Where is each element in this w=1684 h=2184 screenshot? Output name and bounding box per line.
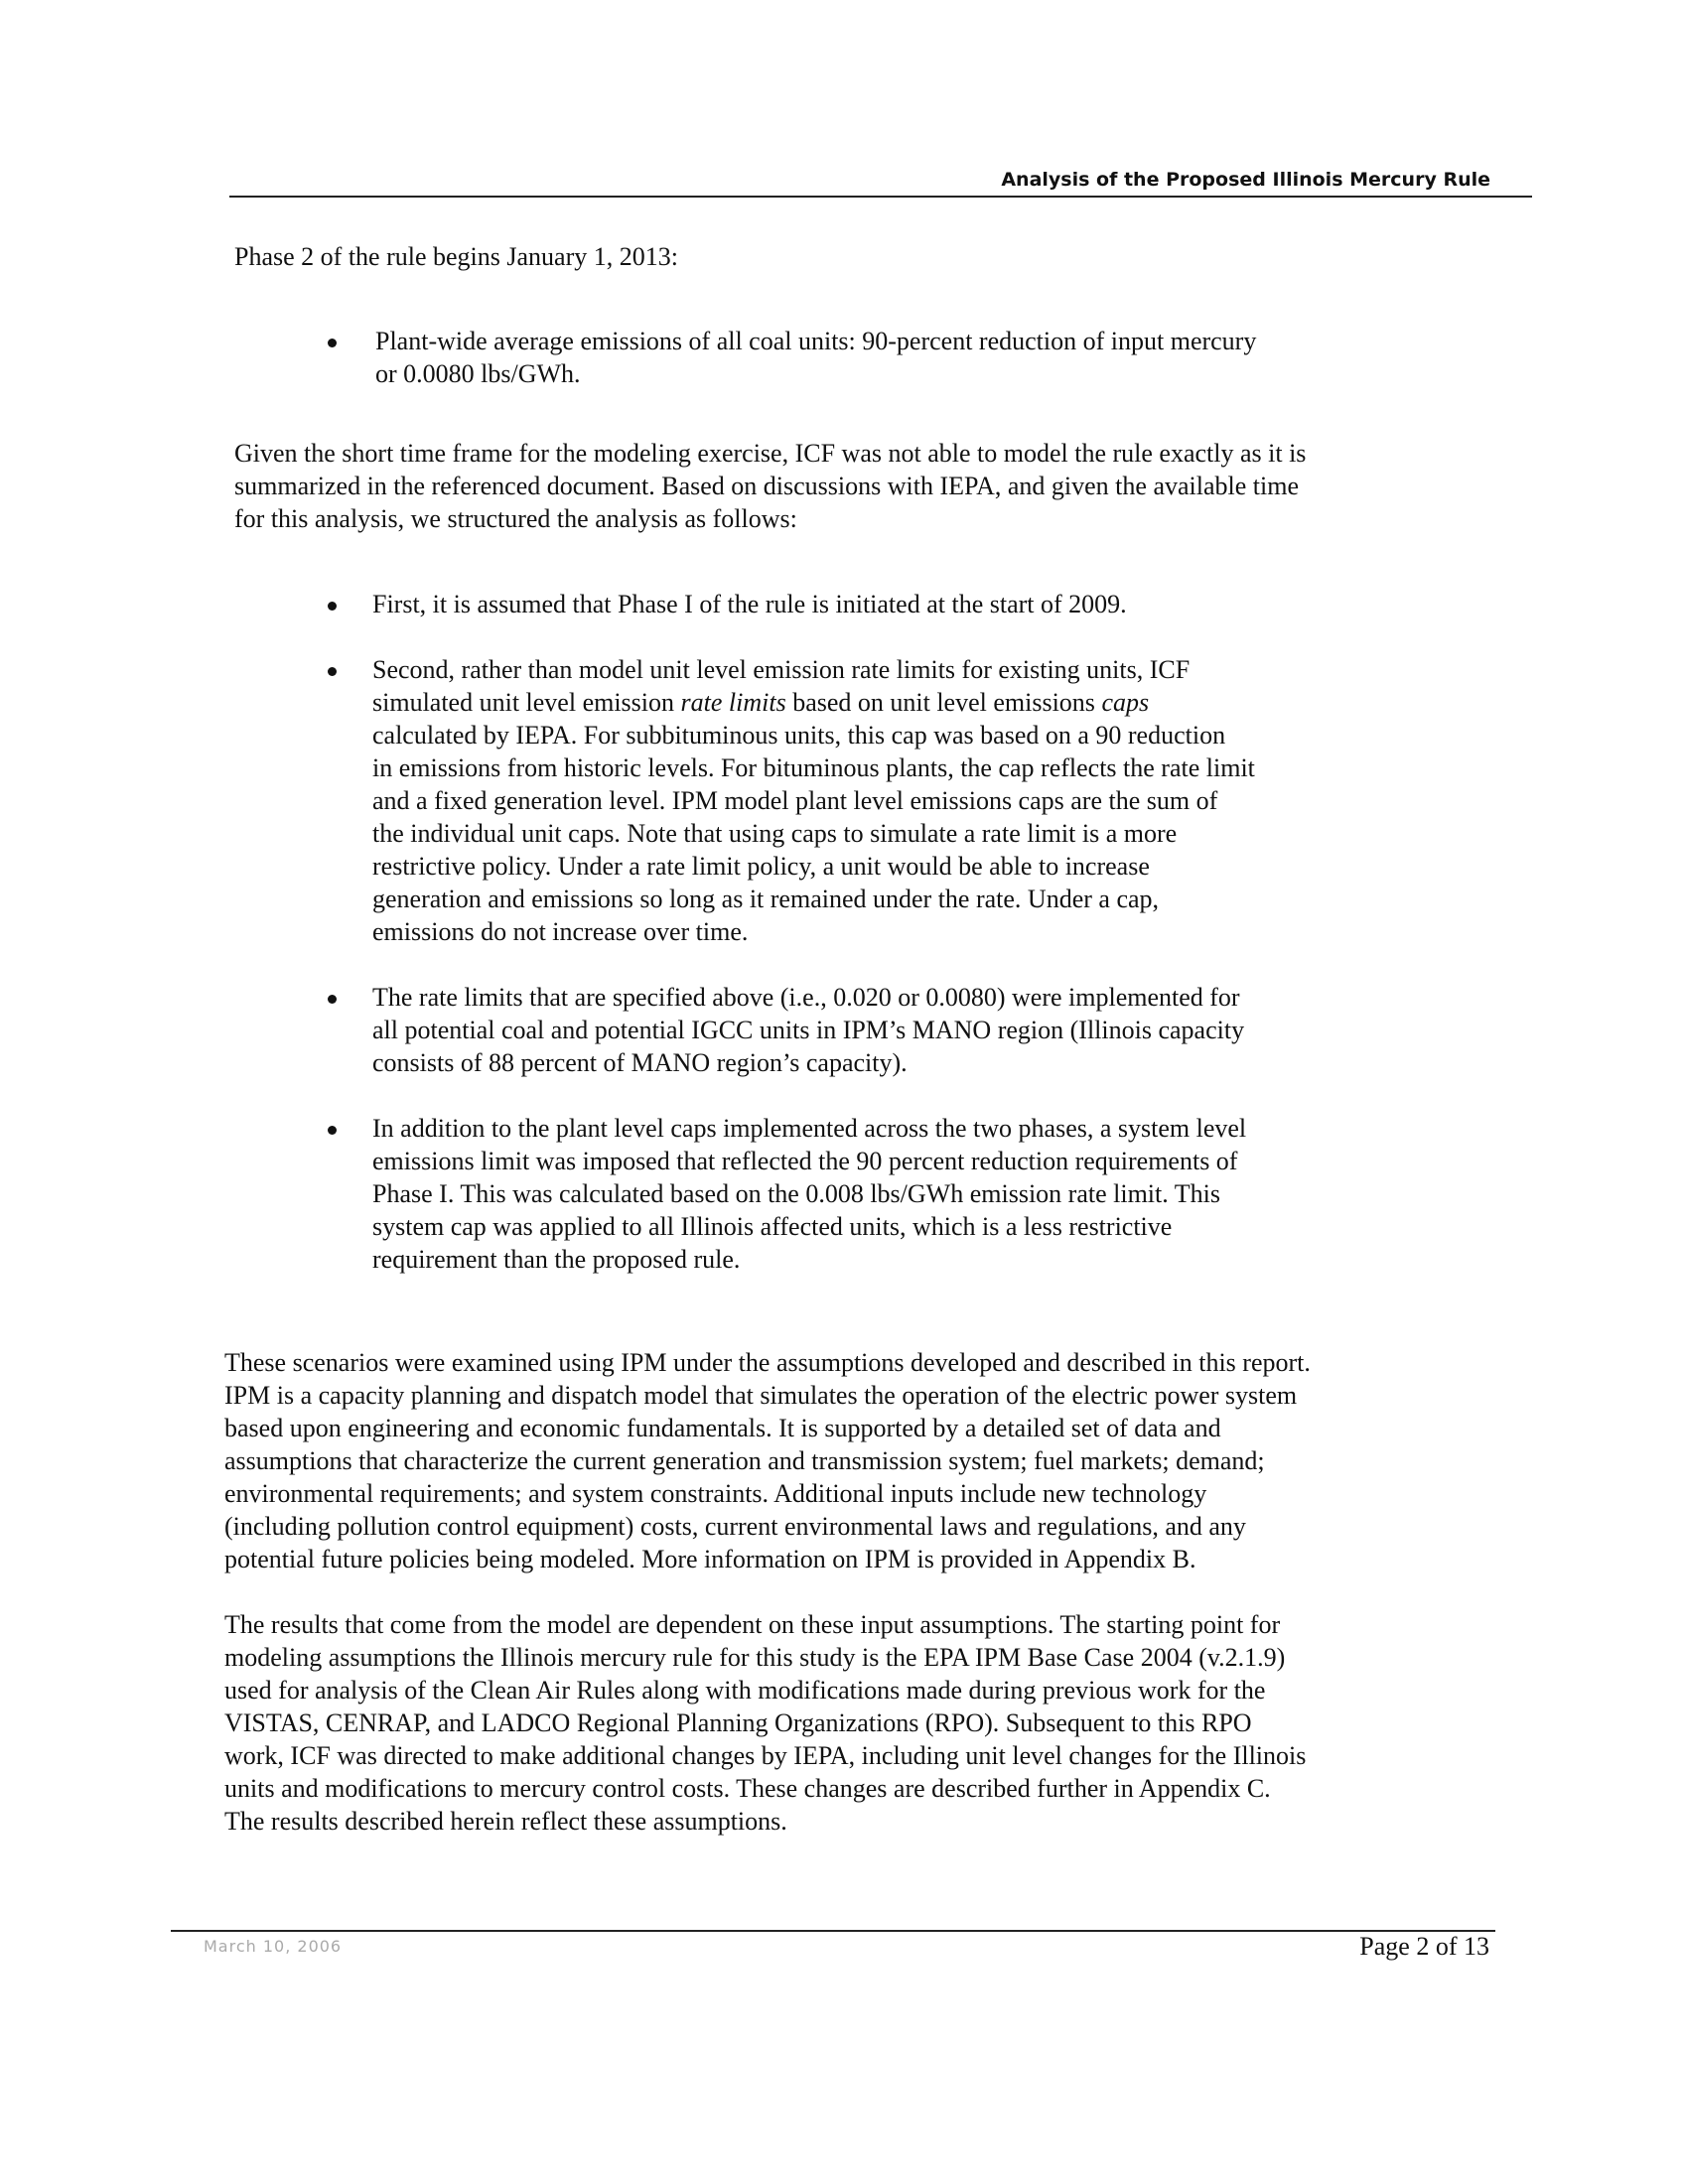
footer-page-number: Page 2 of 13 <box>1359 1932 1489 1961</box>
bullet-fourth-line: Phase I. This was calculated based on the 0.008 lbs/GWh emission rate limit. This <box>372 1179 1221 1208</box>
bullet-second-line: simulated unit level emission rate limits based on unit level emissions caps <box>372 688 1150 717</box>
footer-rule <box>171 1930 1495 1932</box>
bullet-second-line: in emissions from historic levels. For bituminous plants, the cap reflects the rate limit <box>372 753 1255 782</box>
bullet-dot <box>328 1126 337 1135</box>
bullet-first-text: First, it is assumed that Phase I of the rule is initiated at the start of 2009. <box>372 590 1127 618</box>
bullet-dot <box>328 667 337 676</box>
bullet-second-line: emissions do not increase over time. <box>372 917 749 946</box>
given-paragraph-line: Given the short time frame for the modeling exercise, ICF was not able to model the rule exactly as it is <box>234 439 1307 468</box>
scenarios-line: potential future policies being modeled. More information on IPM is provided in Appendix B. <box>224 1545 1196 1573</box>
rate-limits-emphasis: rate limits <box>680 688 786 717</box>
results-line: The results described herein reflect these assumptions. <box>224 1807 787 1836</box>
scenarios-line: assumptions that characterize the current generation and transmission system; fuel markets; demand; <box>224 1446 1265 1475</box>
bullet-fourth-line: In addition to the plant level caps implemented across the two phases, a system level <box>372 1114 1247 1143</box>
footer-date: March 10, 2006 <box>204 1937 343 1956</box>
phase2-bullet-list <box>328 325 1420 390</box>
phase2-bullet-line2: or 0.0080 lbs/GWh. <box>375 359 581 388</box>
results-line: used for analysis of the Clean Air Rules along with modifications made during previous work for the <box>224 1676 1266 1705</box>
bullet-fourth-line: requirement than the proposed rule. <box>372 1245 741 1274</box>
analysis-bullet-third <box>328 981 1430 1079</box>
bullet-third-line: all potential coal and potential IGCC units in IPM’s MANO region (Illinois capacity <box>372 1016 1245 1044</box>
bullet-second-line: the individual unit caps. Note that using caps to simulate a rate limit is a more <box>372 819 1178 848</box>
bullet-third-line: consists of 88 percent of MANO region’s capacity). <box>372 1048 908 1077</box>
results-line: The results that come from the model are dependent on these input assumptions. The starting point for <box>224 1610 1281 1639</box>
analysis-bullet-fourth <box>328 1112 1430 1276</box>
results-line: modeling assumptions the Illinois mercury rule for this study is the EPA IPM Base Case 2004 (v.2.1.9) <box>224 1643 1286 1672</box>
bullet-dot <box>328 339 337 347</box>
scenarios-line: based upon engineering and economic fundamentals. It is supported by a detailed set of data and <box>224 1414 1221 1442</box>
given-paragraph <box>234 437 1446 535</box>
results-paragraph <box>224 1608 1459 1838</box>
scenarios-line: (including pollution control equipment) costs, current environmental laws and regulations, and any <box>224 1512 1246 1541</box>
running-header-title: Analysis of the Proposed Illinois Mercury Rule <box>1001 169 1490 191</box>
bullet-dot <box>328 995 337 1004</box>
scenarios-line: IPM is a capacity planning and dispatch model that simulates the operation of the electric power system <box>224 1381 1298 1410</box>
bullet-fourth-line: system cap was applied to all Illinois affected units, which is a less restrictive <box>372 1212 1173 1241</box>
given-paragraph-line: summarized in the referenced document. Based on discussions with IEPA, and given the available time <box>234 472 1299 500</box>
bullet-second-line: Second, rather than model unit level emission rate limits for existing units, ICF <box>372 655 1191 684</box>
results-line: units and modifications to mercury control costs. These changes are described further in Appendix C. <box>224 1774 1271 1803</box>
scenarios-line: These scenarios were examined using IPM under the assumptions developed and described in this report. <box>224 1348 1311 1377</box>
bullet-second-line: restrictive policy. Under a rate limit policy, a unit would be able to increase <box>372 852 1150 881</box>
bullet-third-line: The rate limits that are specified above (i.e., 0.020 or 0.0080) were implemented for <box>372 983 1240 1012</box>
bullet-dot <box>328 602 337 611</box>
scenarios-paragraph <box>224 1346 1459 1575</box>
phase2-bullet-item <box>328 325 1420 390</box>
bullet-second-line: generation and emissions so long as it remained under the rate. Under a cap, <box>372 885 1160 913</box>
analysis-bullet-second <box>328 653 1430 948</box>
bullet-second-line: and a fixed generation level. IPM model plant level emissions caps are the sum of <box>372 786 1218 815</box>
results-line: work, ICF was directed to make additional changes by IEPA, including unit level changes for the Illinois <box>224 1741 1307 1770</box>
bullet-fourth-line: emissions limit was imposed that reflected the 90 percent reduction requirements of <box>372 1147 1238 1175</box>
bullet-second-line: calculated by IEPA. For subbituminous units, this cap was based on a 90 reduction <box>372 721 1226 750</box>
scenarios-line: environmental requirements; and system constraints. Additional inputs include new technology <box>224 1479 1207 1508</box>
analysis-bullet-list <box>328 588 1430 1276</box>
results-line: VISTAS, CENRAP, and LADCO Regional Planning Organizations (RPO). Subsequent to this RPO <box>224 1708 1252 1737</box>
caps-emphasis: caps <box>1101 688 1150 717</box>
header-rule <box>229 196 1532 198</box>
phase2-intro: Phase 2 of the rule begins January 1, 2013: <box>234 242 678 271</box>
phase2-bullet-line1: Plant-wide average emissions of all coal units: 90-percent reduction of input mercury <box>375 327 1257 355</box>
analysis-bullet-first <box>328 588 1430 620</box>
given-paragraph-line: for this analysis, we structured the analysis as follows: <box>234 504 797 533</box>
